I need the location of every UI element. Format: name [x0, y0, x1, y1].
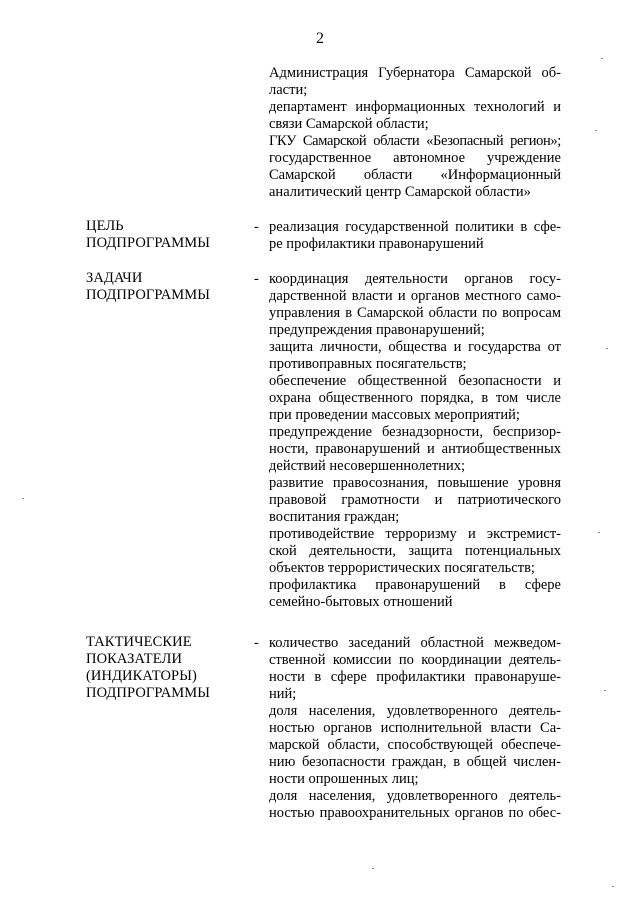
tasks-line: дарственной власти и органов местного само-: [269, 288, 561, 304]
tasks-line: ской деятельности, защита потенциальных: [269, 543, 561, 559]
scan-speck: [372, 868, 374, 869]
executors-line: аналитический центр Самарской области»: [269, 184, 531, 200]
executors-line: ласти;: [269, 82, 308, 98]
tasks-line: обеспечение общественной безопасности и: [269, 373, 561, 389]
goal-dash: -: [254, 219, 259, 235]
goal-line: реализация государственной политики в сфе-: [269, 219, 561, 235]
indicators-dash: -: [254, 635, 259, 651]
scan-speck: [601, 58, 603, 59]
scan-speck: [595, 130, 597, 131]
indicators-label: [86, 634, 246, 702]
tasks-line: правовой грамотности и патриотического: [269, 492, 561, 508]
indicators-line: марской области, способствующей обеспече-: [269, 737, 561, 753]
tasks-label: [86, 270, 246, 304]
indicators-label-line: (ИНДИКАТОРЫ): [86, 668, 197, 684]
goal-line: ре профилактики правонарушений: [269, 236, 484, 252]
scan-speck: [22, 498, 24, 499]
scan-speck: [598, 532, 600, 533]
indicators-label-line: ПОКАЗАТЕЛИ: [86, 651, 183, 667]
indicators-line: ности в сфере профилактики правонаруше-: [269, 669, 561, 685]
goal-label: [86, 218, 246, 252]
tasks-line: воспитания граждан;: [269, 509, 400, 525]
scan-speck: [604, 690, 606, 691]
page-number: 2: [316, 30, 324, 47]
tasks-line: семейно-бытовых отношений: [269, 594, 453, 610]
tasks-line: координация деятельности органов госу-: [269, 271, 561, 287]
tasks-line: действий несовершеннолетних;: [269, 458, 466, 474]
tasks-line: ности, правонарушений и антиобщественных: [269, 441, 561, 457]
tasks-line: при проведении массовых мероприятий;: [269, 407, 520, 423]
tasks-dash: -: [254, 271, 259, 287]
indicators-line: ственной комиссии по координации деятель-: [269, 652, 561, 668]
tasks-line: объектов террористических посягательств;: [269, 560, 535, 576]
tasks-line: противоправных посягательств;: [269, 356, 467, 372]
executors-line: департамент информационных технологий и: [269, 99, 561, 115]
indicators-label-line: ТАКТИЧЕСКИЕ: [86, 634, 192, 650]
indicators-line: нию безопасности граждан, в общей числен-: [269, 754, 561, 770]
tasks-line: противодействие терроризму и экстремист-: [269, 526, 561, 542]
scan-speck: [606, 348, 608, 349]
indicators-line: ности опрошенных лиц;: [269, 771, 419, 787]
indicators-line: ний;: [269, 686, 297, 702]
executors-line: Администрация Губернатора Самарской об-: [269, 65, 561, 81]
executors-line: связи Самарской области;: [269, 116, 429, 132]
tasks-line: предупреждение безнадзорности, беспризор-: [269, 424, 561, 440]
executors-line: ГКУ Самарской области «Безопасный регион»;: [269, 133, 561, 149]
indicators-line: количество заседаний областной межведом-: [269, 635, 561, 651]
tasks-line: развитие правосознания, повышение уровня: [269, 475, 561, 491]
executors-line: Самарской области «Информационный: [269, 167, 561, 183]
indicators-line: доля населения, удовлетворенного деятель-: [269, 703, 561, 719]
executors-line: государственное автономное учреждение: [269, 150, 561, 166]
goal-label-line: ЦЕЛЬ: [86, 218, 124, 234]
tasks-line: профилактика правонарушений в сфере: [269, 577, 561, 593]
scan-speck: [612, 886, 614, 887]
tasks-line: управления в Самарской области по вопросам: [269, 305, 561, 321]
indicators-line: доля населения, удовлетворенного деятель-: [269, 788, 561, 804]
tasks-line: защита личности, общества и государства от: [269, 339, 561, 355]
goal-label-line: ПОДПРОГРАММЫ: [86, 235, 210, 251]
tasks-label-line: ЗАДАЧИ: [86, 270, 143, 286]
tasks-line: охрана общественного порядка, в том числе: [269, 390, 561, 406]
indicators-line: ностью правоохранительных органов по обес-: [269, 805, 561, 821]
indicators-label-line: ПОДПРОГРАММЫ: [86, 685, 210, 701]
indicators-line: ностью органов исполнительной власти Са-: [269, 720, 561, 736]
tasks-label-line: ПОДПРОГРАММЫ: [86, 287, 210, 303]
tasks-line: предупреждения правонарушений;: [269, 322, 485, 338]
